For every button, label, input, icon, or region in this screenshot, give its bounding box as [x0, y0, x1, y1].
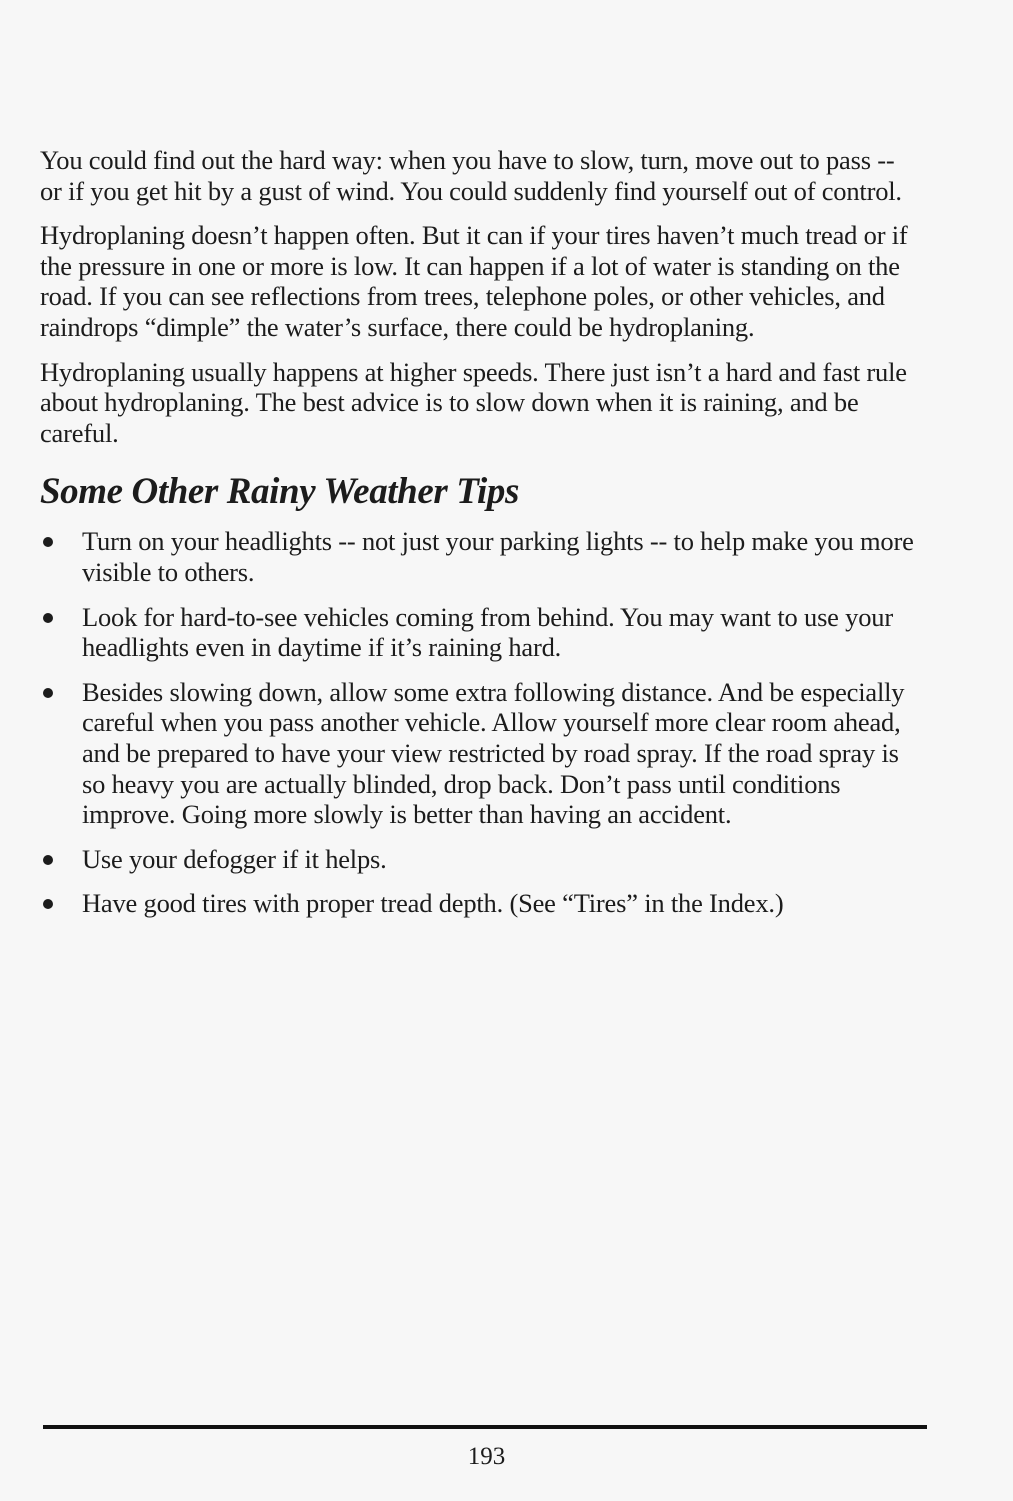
- bullet-icon: [43, 899, 53, 909]
- paragraph-hydroplaning-causes: Hydroplaning doesn’t happen often. But it can if your tires haven’t much tread or if the pressure in one or more is low. It can happen if a lot of water is standing on the road. If you can see reflections from trees, telephone poles, or other vehicles, and raindrops “dimple” the water’s surface, there could be hydroplaning.: [40, 220, 908, 342]
- section-heading: Some Other Rainy Weather Tips: [40, 471, 520, 513]
- bullet-icon: [43, 613, 53, 623]
- tips-list: [40, 526, 920, 919]
- list-item: [40, 888, 920, 919]
- paragraph-hydroplaning-speeds: Hydroplaning usually happens at higher speeds. There just isn’t a hard and fast rule about hydroplaning. The best advice is to slow down when it is raining, and be careful.: [40, 356, 907, 448]
- list-item: [40, 602, 920, 663]
- page-content: [40, 145, 920, 933]
- page-number: 193: [467, 1443, 506, 1470]
- list-item-text: Look for hard-to-see vehicles coming from behind. You may want to use your headlights even in daytime if it’s raining hard.: [82, 601, 893, 663]
- list-item: [40, 677, 920, 830]
- list-item-text: Besides slowing down, allow some extra following distance. And be especially careful when you pass another vehicle. Allow yourself more clear room ahead, and be prepared to have your view restricted by road spray. If the road spray is so heavy you are actually blinded, drop back. Don’t pass until conditions improve. Going more slowly is better than having an accident.: [82, 676, 905, 830]
- bullet-icon: [43, 855, 53, 865]
- list-item-text: Have good tires with proper tread depth. (See “Tires” in the Index.): [82, 888, 784, 919]
- list-item: [40, 844, 920, 875]
- list-item-text: Turn on your headlights -- not just your parking lights -- to help make you more visible to others.: [82, 526, 914, 587]
- list-item-text: Use your defogger if it helps.: [82, 843, 387, 874]
- paragraph-hard-way: You could find out the hard way: when you have to slow, turn, move out to pass -- or if you get hit by a gust of wind. You could suddenly find yourself out of control.: [40, 145, 902, 206]
- list-item: [40, 526, 920, 587]
- bullet-icon: [43, 537, 53, 547]
- bullet-icon: [43, 688, 53, 698]
- footer-divider: [43, 1425, 927, 1429]
